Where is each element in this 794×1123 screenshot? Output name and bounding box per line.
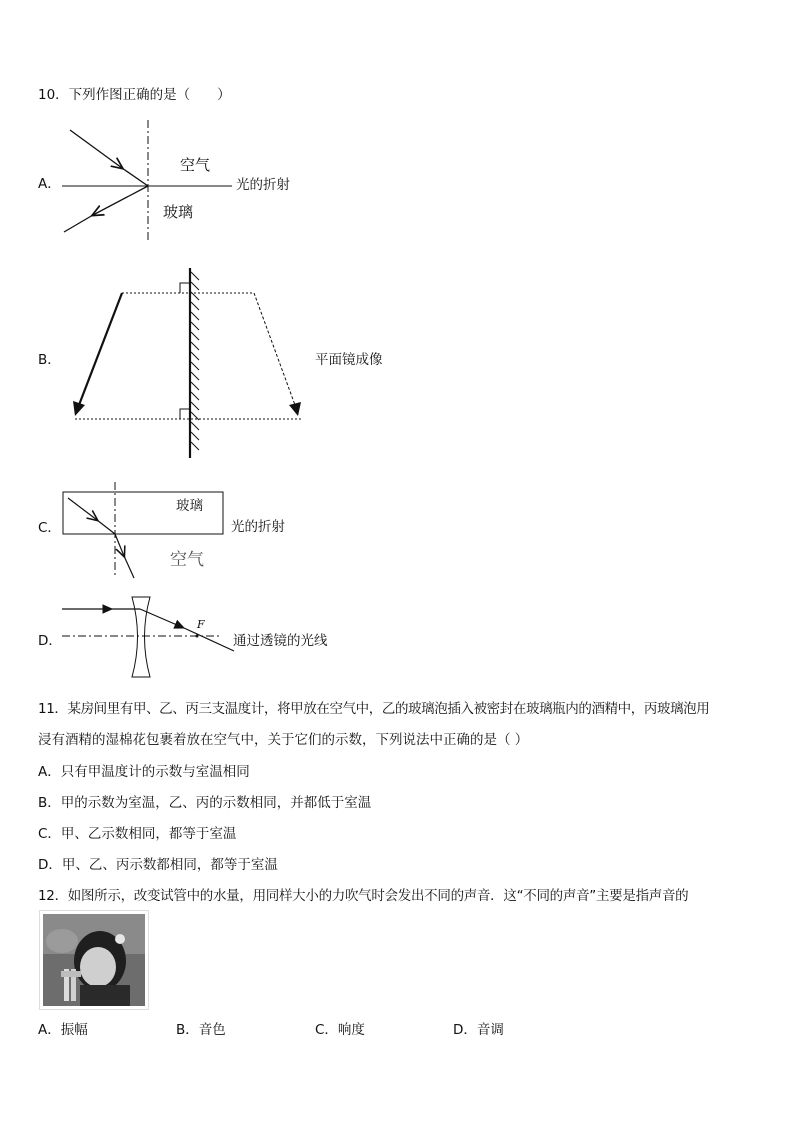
label-glass-c: 玻璃 — [176, 498, 203, 514]
mirror-hatching-b — [191, 272, 199, 450]
q12-stem: 12．如图所示，改变试管中的水量，用同样大小的力吹气时会发出不同的声音．这“不同的声音”主要是指声音的 — [38, 888, 689, 904]
q10-option-a-label: A． — [38, 176, 61, 192]
q10-option-b-label: B． — [38, 352, 61, 368]
q11-stem-line2: 浸有酒精的湿棉花包裹着放在空气中，关于它们的示数，下列说法中正确的是（ ） — [38, 732, 529, 748]
q11-option-d: D．甲、乙、丙示数都相同，都等于室温 — [38, 857, 278, 873]
q12-option-a: A．振幅 — [38, 1022, 88, 1038]
q12-option-d: D．音调 — [453, 1022, 504, 1038]
q11-stem-line1: 11．某房间里有甲、乙、丙三支温度计，将甲放在空气中，乙的玻璃泡插入被密封在玻璃瓶内的酒精中，丙玻璃泡用 — [38, 701, 710, 717]
right-angle-bottom-b — [180, 409, 190, 419]
refracted-ray-c — [115, 534, 124, 556]
q10-option-c-label: C． — [38, 520, 61, 536]
caption-d: 通过透镜的光线 — [233, 633, 328, 649]
incident-ray-a — [70, 130, 122, 168]
girl-blowing-test-tubes-photo — [40, 911, 148, 1009]
caption-a: 光的折射 — [236, 177, 290, 193]
object-arrow-b — [79, 293, 122, 405]
q10-option-d-label: D． — [38, 633, 62, 649]
caption-c: 光的折射 — [231, 519, 285, 535]
q11-option-a: A．只有甲温度计的示数与室温相同 — [38, 764, 250, 780]
image-arrow-b — [254, 293, 295, 405]
q12-option-b: B．音色 — [176, 1022, 226, 1038]
q11-option-c: C．甲、乙示数相同，都等于室温 — [38, 826, 237, 842]
caption-b: 平面镜成像 — [315, 352, 383, 368]
label-glass-a: 玻璃 — [163, 203, 194, 221]
q10-stem: 10．下列作图正确的是（ ） — [38, 87, 231, 103]
right-angle-top-b — [180, 283, 190, 293]
refracted-ray-a — [93, 186, 148, 215]
q11-option-b: B．甲的示数为室温，乙、丙的示数相同，并都低于室温 — [38, 795, 372, 811]
label-air-a: 空气 — [180, 156, 211, 174]
outgoing-ray-d — [140, 609, 184, 628]
focus-point-d — [196, 635, 199, 638]
ray-in-glass-c — [68, 498, 97, 520]
q12-option-c: C．响度 — [315, 1022, 365, 1038]
label-air-c: 空气 — [170, 550, 204, 570]
label-focus-d: F — [197, 618, 205, 631]
